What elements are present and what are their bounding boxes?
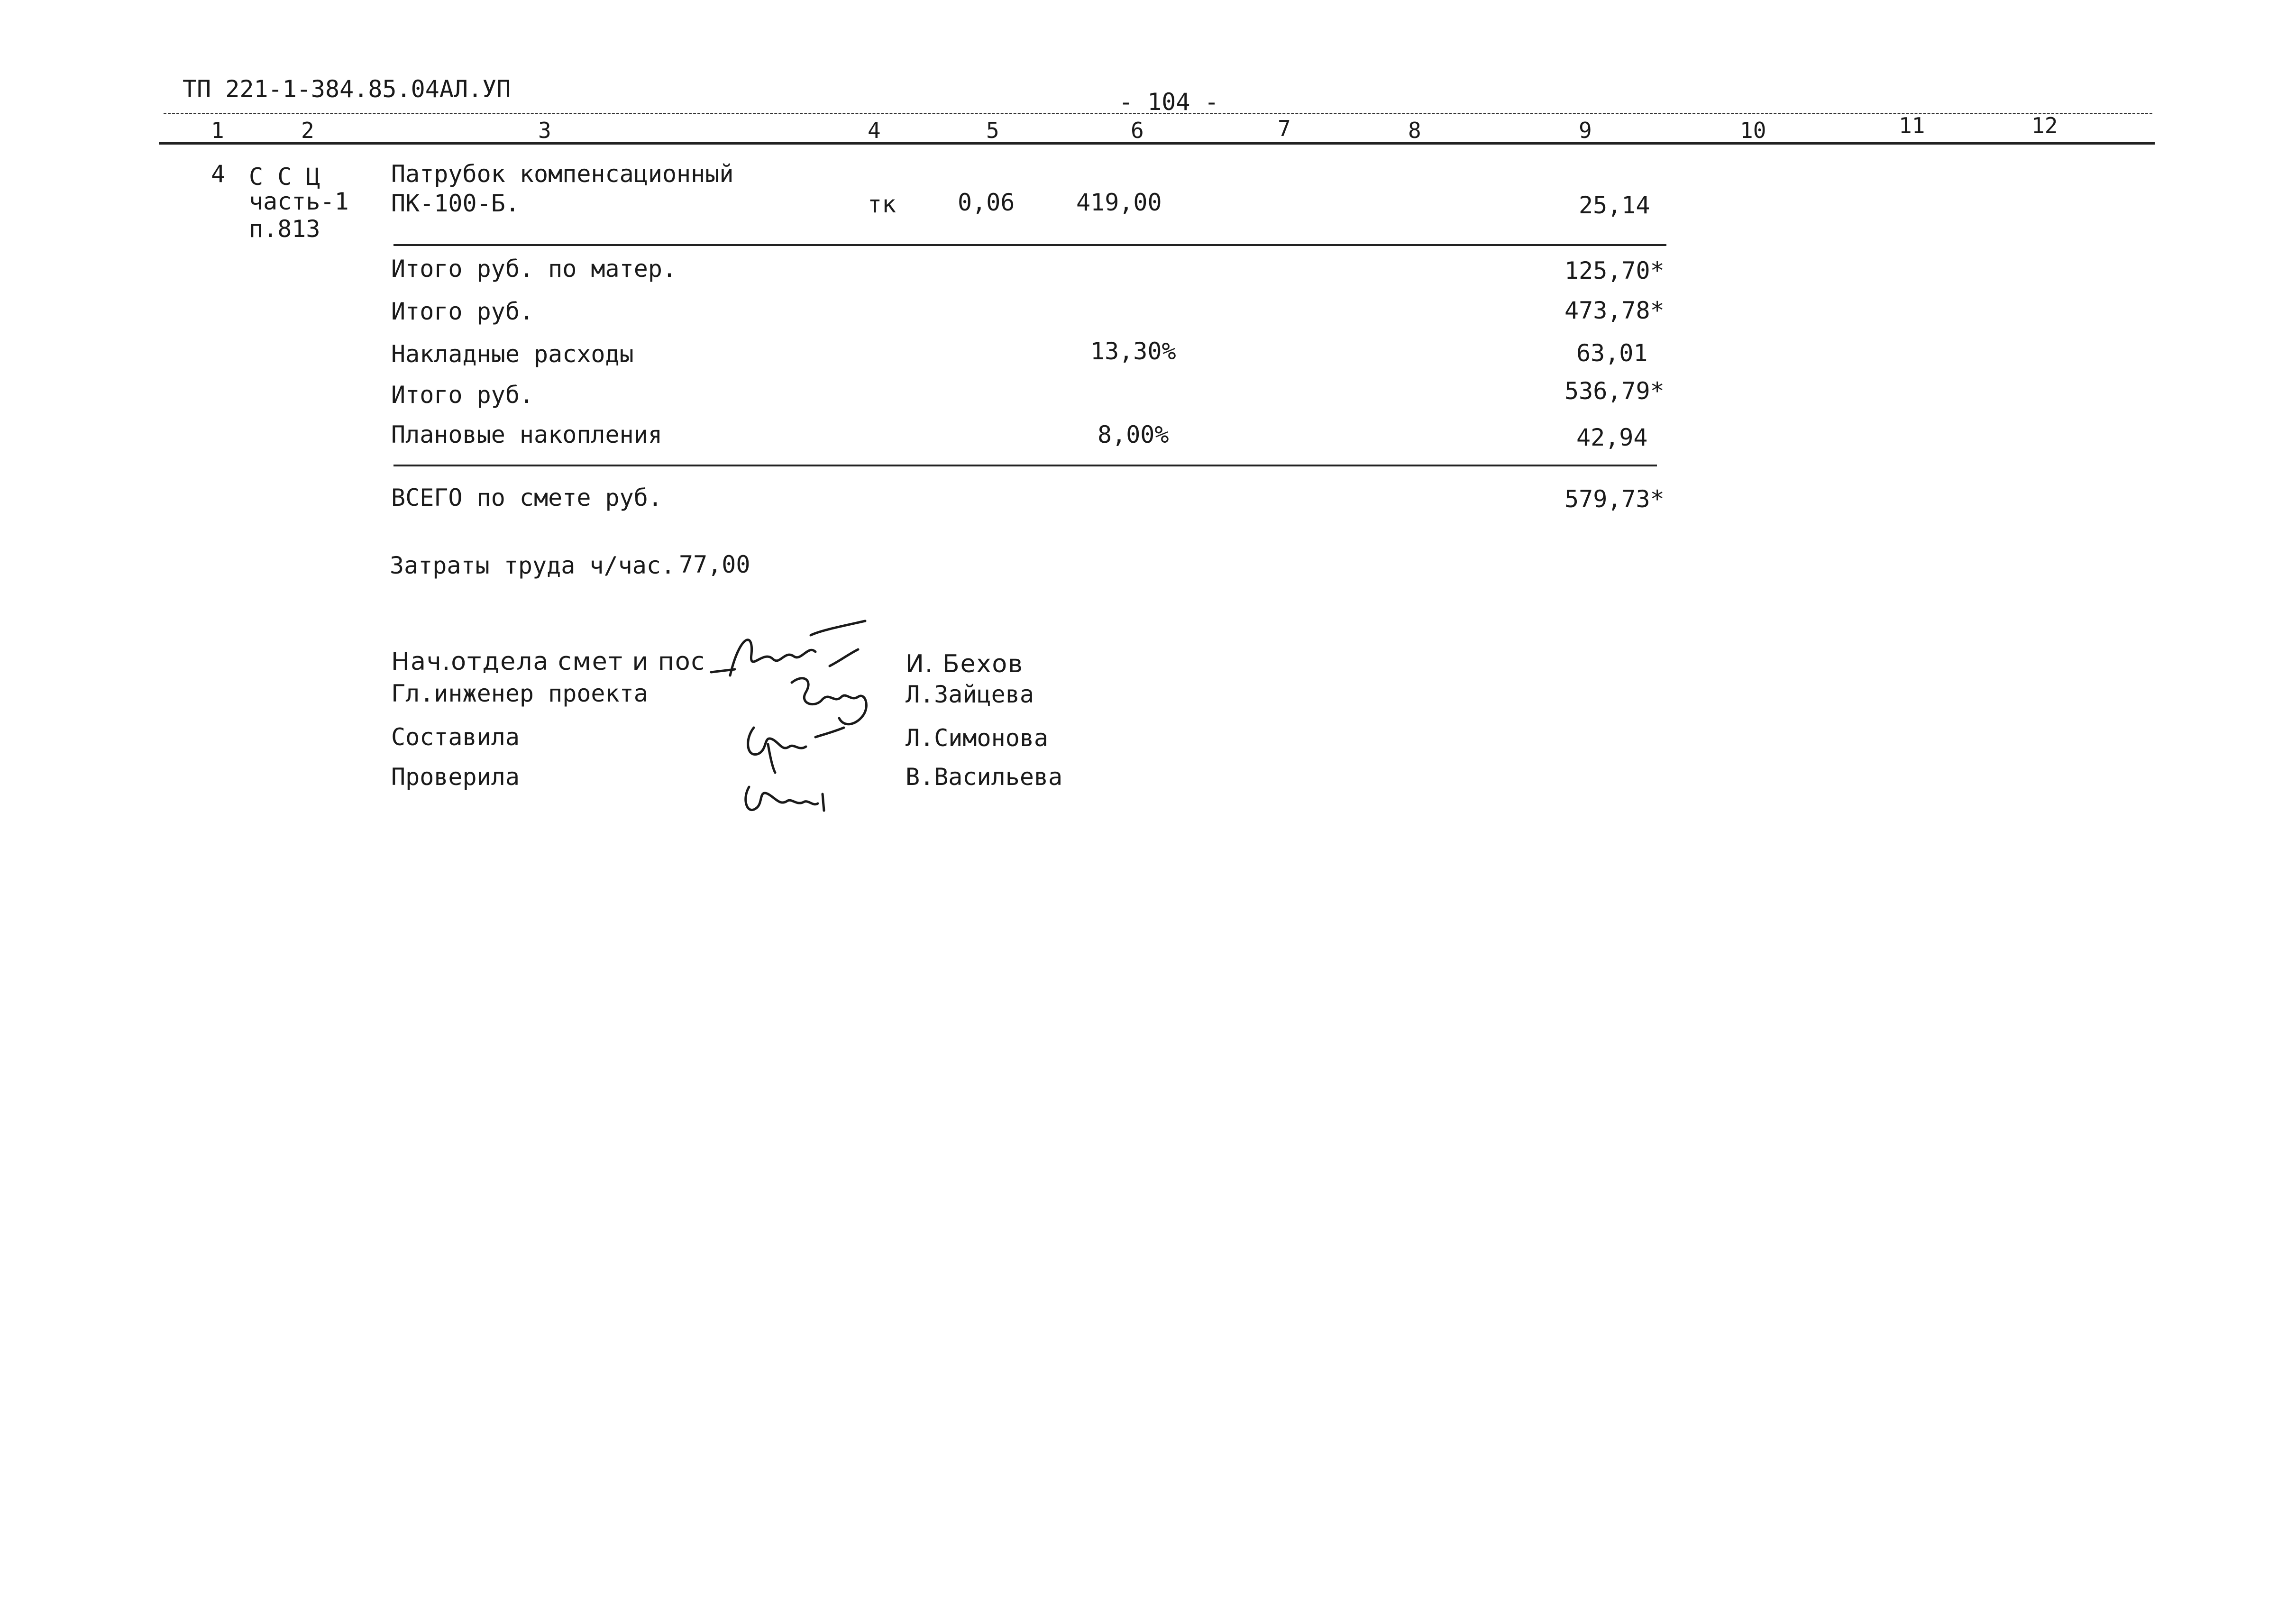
column-header-12: 12 bbox=[2031, 113, 2058, 138]
signer-role-head-of-department: Нач.отдела смет и пос bbox=[391, 648, 706, 676]
column-header-1: 1 bbox=[211, 118, 224, 143]
item-unit-price: 419,00 bbox=[1076, 189, 1162, 216]
summary-overhead-label: Накладные расходы bbox=[391, 340, 634, 368]
signature-stroke-3 bbox=[748, 728, 844, 773]
signer-name-checked-by: В.Васильева bbox=[906, 763, 1063, 791]
signer-role-checked-by: Проверила bbox=[391, 763, 520, 791]
signer-name-chief-engineer: Л.Зайцева bbox=[906, 681, 1034, 708]
signer-role-compiled-by: Составила bbox=[391, 723, 520, 751]
grand-total-amount: 579,73* bbox=[1564, 485, 1665, 513]
summary-subtotal1-label: Итого руб. bbox=[391, 298, 534, 325]
header-bottom-rule bbox=[159, 142, 2155, 145]
summary-planned-amount: 42,94 bbox=[1576, 424, 1648, 451]
signature-stroke-1 bbox=[711, 621, 865, 675]
item-total: 25,14 bbox=[1579, 192, 1650, 219]
signer-name-head-of-department: И. Бехов bbox=[906, 650, 1024, 678]
summary-materials-label: Итого руб. по матер. bbox=[391, 255, 677, 283]
column-header-6: 6 bbox=[1131, 118, 1144, 143]
summary-materials-amount: 125,70* bbox=[1564, 257, 1665, 284]
item-source-line1: С С Ц bbox=[249, 163, 320, 191]
summary-planned-rate: 8,00% bbox=[1098, 421, 1169, 448]
item-number: 4 bbox=[211, 160, 226, 188]
signer-role-chief-engineer: Гл.инженер проекта bbox=[391, 680, 648, 707]
item-source-line2: часть-1 bbox=[249, 188, 349, 215]
column-header-4: 4 bbox=[868, 118, 881, 143]
column-header-5: 5 bbox=[986, 118, 999, 143]
item-bottom-rule bbox=[393, 244, 1666, 246]
column-header-11: 11 bbox=[1899, 113, 1925, 138]
column-header-7: 7 bbox=[1278, 116, 1291, 141]
summary-planned-label: Плановые накопления bbox=[391, 421, 662, 448]
signature-stroke-4 bbox=[746, 787, 824, 811]
summary-overhead-rate: 13,30% bbox=[1090, 338, 1176, 365]
column-header-8: 8 bbox=[1408, 118, 1421, 143]
summary-subtotal2-amount: 536,79* bbox=[1564, 377, 1665, 405]
grand-total-label: ВСЕГО по смете руб. bbox=[391, 484, 662, 511]
header-top-rule bbox=[164, 113, 2152, 114]
summary-overhead-amount: 63,01 bbox=[1576, 339, 1648, 367]
summary-subtotal1-amount: 473,78* bbox=[1564, 297, 1665, 324]
column-header-3: 3 bbox=[538, 118, 551, 143]
column-header-10: 10 bbox=[1740, 118, 1766, 143]
item-name-line1: Патрубок компенсационный bbox=[391, 160, 734, 188]
signer-name-compiled-by: Л.Симонова bbox=[906, 724, 1049, 752]
item-source-line3: п.813 bbox=[249, 215, 320, 243]
column-header-2: 2 bbox=[301, 118, 314, 143]
labor-value: 77,00 bbox=[679, 551, 750, 578]
column-header-9: 9 bbox=[1579, 118, 1592, 143]
summary-bottom-rule bbox=[393, 465, 1657, 466]
item-name-line2: ПК-100-Б. bbox=[391, 190, 520, 217]
summary-subtotal2-label: Итого руб. bbox=[391, 381, 534, 409]
item-quantity: 0,06 bbox=[958, 189, 1015, 216]
item-unit: тк bbox=[868, 191, 896, 218]
handwritten-signatures bbox=[702, 616, 901, 825]
document-code: ТП 221-1-384.85.04АЛ.УП bbox=[183, 75, 511, 103]
signature-stroke-2 bbox=[792, 678, 866, 724]
labor-label: Затраты труда ч/час. bbox=[390, 552, 676, 579]
page-number: - 104 - bbox=[1119, 88, 1219, 116]
